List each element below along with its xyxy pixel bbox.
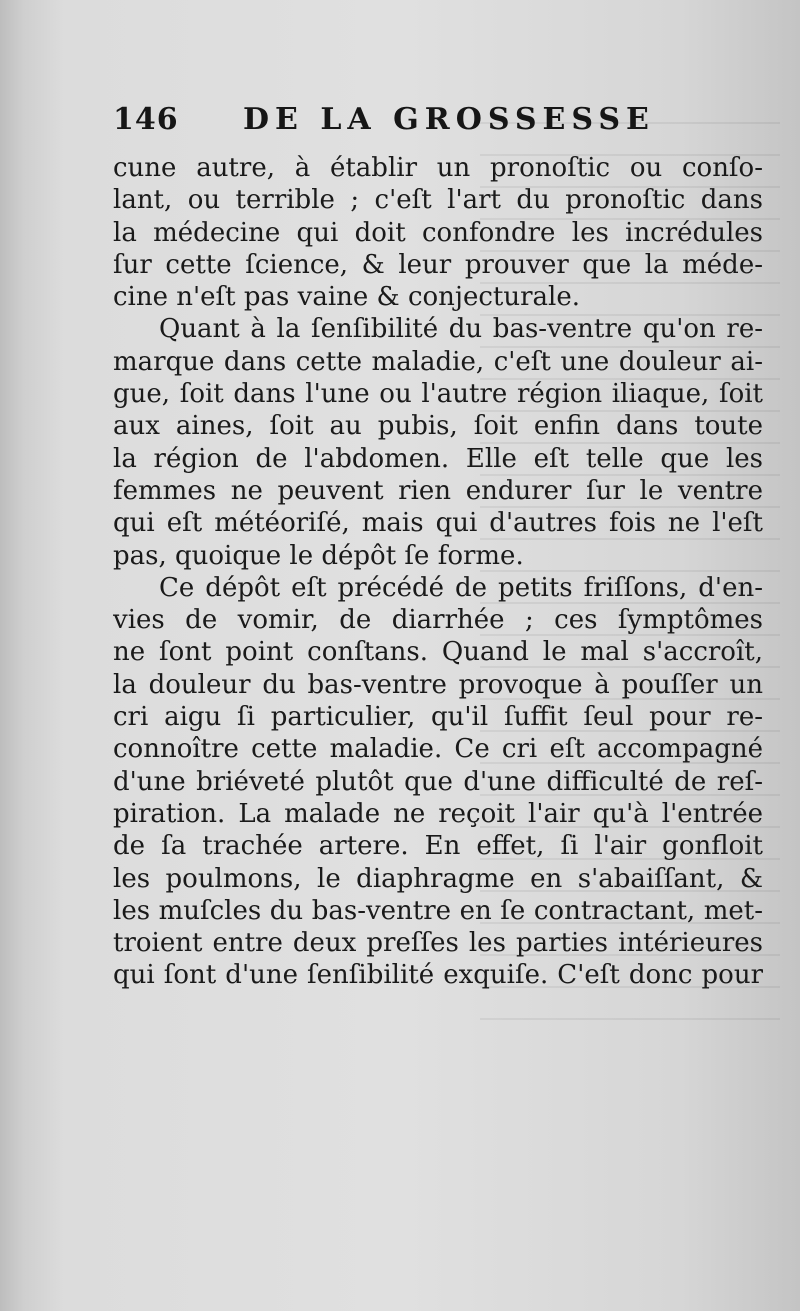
body-text [113, 152, 763, 992]
text-line: les poulmons, le diaphragme en s'abaiſſant, & [113, 863, 763, 894]
text-line: les muſcles du bas-ventre en ſe contractant, met- [113, 895, 763, 926]
text-line: piration. La malade ne reçoit l'air qu'à l'entrée [113, 798, 763, 829]
page-number: 146 [113, 102, 179, 137]
text-line: d'une briéveté plutôt que d'une difficulté de reſ- [113, 766, 763, 797]
text-line: la médecine qui doit confondre les incrédules [113, 217, 763, 248]
running-title: DE LA GROSSESSE [243, 102, 655, 137]
text-line: pas, quoique le dépôt ſe forme. [113, 540, 524, 571]
text-line: marque dans cette maladie, c'eſt une douleur ai- [113, 346, 763, 377]
text-line: Ce dépôt eſt précédé de petits friſſons, d'en- [159, 572, 763, 603]
text-line: aux aines, ſoit au pubis, ſoit enfin dans toute [113, 411, 763, 442]
text-line: ne ſont point conſtans. Quand le mal s'accroît, [113, 637, 763, 668]
text-line: connoître cette maladie. Ce cri eſt accompagné [113, 734, 763, 765]
text-line: qui eſt météoriſé, mais qui d'autres fois ne l'eſt [113, 508, 763, 539]
text-line: cine n'eſt pas vaine & conjecturale. [113, 282, 581, 313]
text-line: cri aigu ſi particulier, qu'il ſuffit ſeul pour re- [113, 702, 763, 733]
text-line: de ſa trachée artere. En effet, ſi l'air gonfloit [113, 831, 763, 862]
page-header [113, 100, 763, 148]
text-line: cune autre, à établir un pronoſtic ou conſo- [113, 153, 763, 183]
text-line: gue, ſoit dans l'une ou l'autre région iliaque, ſoit [113, 379, 763, 410]
text-line: Quant à la ſenſibilité du bas-ventre qu'on re- [159, 314, 763, 345]
text-line: vies de vomir, de diarrhée ; ces ſymptômes [113, 605, 763, 636]
text-line: troient entre deux preſſes les parties intérieures [113, 928, 763, 959]
text-line: la douleur du bas-ventre provoque à pouſſer un [113, 669, 763, 700]
text-line: femmes ne peuvent rien endurer ſur le ventre [113, 475, 763, 506]
text-line: la région de l'abdomen. Elle eſt telle que les [113, 443, 763, 474]
text-line: qui ſont d'une ſenſibilité exquiſe. C'eſt donc pour [113, 960, 763, 991]
text-line: ſur cette ſcience, & leur prouver que la méde- [113, 249, 763, 280]
text-line: lant, ou terrible ; c'eſt l'art du pronoſtic dans [113, 185, 763, 216]
